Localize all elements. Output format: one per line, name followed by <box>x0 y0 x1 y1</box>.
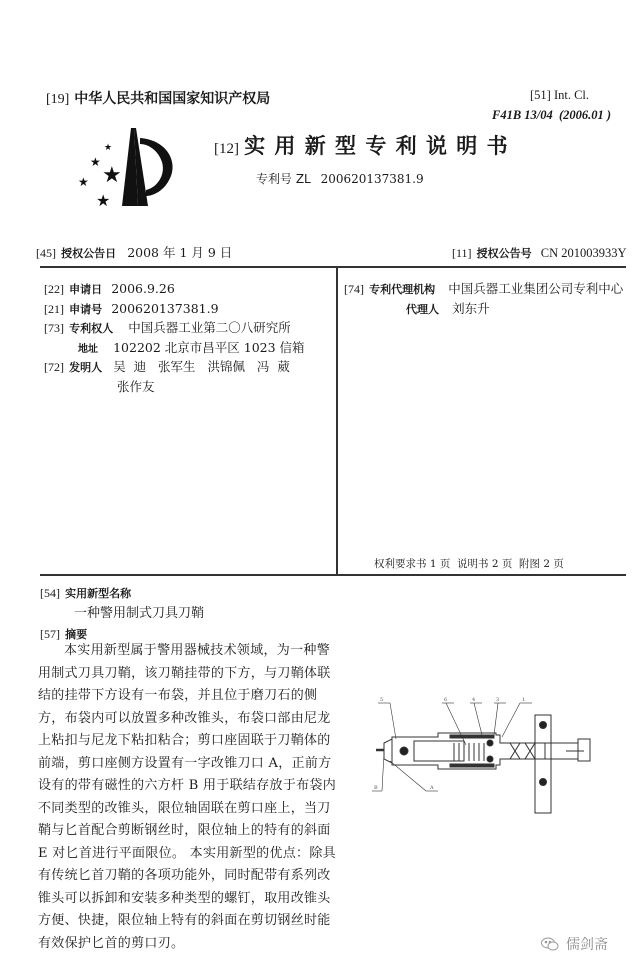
field-value: 中国兵器工业第二〇八研究所 <box>128 320 291 335</box>
title-section <box>40 582 131 601</box>
grant-date-line <box>36 242 232 261</box>
biblio-row-inventors <box>44 356 334 376</box>
field-code: [74] <box>344 282 364 296</box>
grant-date: 2008 年 1 月 9 日 <box>127 245 233 260</box>
abstract-body <box>38 640 338 955</box>
grant-no-code: [11] <box>452 246 472 260</box>
office-header <box>46 88 270 108</box>
grant-date-code: [45] <box>36 246 56 260</box>
abstract-code: [57] <box>40 627 60 641</box>
office-name: 中华人民共和国国家知识产权局 <box>74 91 271 107</box>
field-code: [72] <box>44 360 64 374</box>
doc-type-title: 实 用 新 型 专 利 说 明 书 <box>244 134 509 158</box>
biblio-row-application-no <box>44 298 334 318</box>
biblio-row-filing-date <box>44 278 334 298</box>
abstract-line: 方便、快捷，限位轴上特有的斜面在剪切钢丝时能 <box>38 913 331 928</box>
biblio-right <box>344 278 634 318</box>
cnipa-logo-icon <box>76 124 186 214</box>
field-value: 200620137381.9 <box>111 300 219 316</box>
title-label: 实用新型名称 <box>65 587 132 600</box>
watermark-text: 儒剑斋 <box>566 937 608 953</box>
field-label: 申请日 <box>69 283 103 296</box>
biblio-row-inventors-cont <box>44 376 334 396</box>
field-label: 代理人 <box>406 303 439 316</box>
grant-date-label: 授权公告日 <box>61 247 117 260</box>
grant-no-label: 授权公告号 <box>476 247 532 260</box>
abstract-line: 有效保护匕首的剪口刃。 <box>38 935 185 951</box>
field-value: 张作友 <box>117 378 155 394</box>
biblio-row-agent <box>344 298 634 318</box>
abstract-line: 上粘扣与尼龙下粘扣粘合；剪口座固联于刀鞘体的 <box>38 733 331 748</box>
patent-number-line <box>256 170 424 187</box>
field-value: 2006.9.26 <box>111 281 175 296</box>
biblio-row-address <box>44 337 334 357</box>
int-cl-label: Int. Cl. <box>553 88 590 102</box>
svg-text:A: A <box>430 785 434 791</box>
divider-bottom <box>40 574 626 576</box>
technical-drawing <box>370 695 600 815</box>
field-label: 专利权人 <box>69 322 114 335</box>
abstract-line: 锥头可以拆卸和安装多种类型的螺钉，取用改锥头 <box>38 890 331 906</box>
title-code: [54] <box>40 586 60 600</box>
field-code: [21] <box>44 301 64 316</box>
biblio-row-agency <box>344 278 634 298</box>
field-label: 地址 <box>78 343 98 355</box>
abstract-line: 前端，剪口座侧方设置有一字改锥刀口 A，正前方 <box>38 755 332 771</box>
biblio-left <box>44 278 334 395</box>
abstract-line: 方，布袋内可以放置多种改锥头，布袋口部由尼龙 <box>38 710 331 726</box>
page-counts: 权利要求书 1 页 说明书 2 页 附图 2 页 <box>374 558 564 570</box>
divider-top <box>40 266 626 268</box>
abstract-line: E 对匕首进行平面限位。 本实用新型的优点：除具 <box>38 845 336 861</box>
svg-text:★: ★ <box>90 155 101 169</box>
field-label: 申请号 <box>69 302 103 316</box>
svg-text:B: B <box>374 785 378 791</box>
utility-model-title: 一种警用制式刀具刀鞘 <box>74 606 205 621</box>
svg-text:★: ★ <box>78 175 89 189</box>
field-value: 102202 北京市昌平区 1023 信箱 <box>113 339 305 355</box>
svg-text:3: 3 <box>496 697 500 703</box>
field-value: 吴 迪 张军生 洪锦佩 冯 葳 <box>113 359 290 374</box>
office-code: [19] <box>46 92 70 107</box>
patent-no: 200620137381.9 <box>320 172 424 186</box>
field-label: 发明人 <box>69 361 103 374</box>
svg-text:★: ★ <box>96 191 111 210</box>
divider-vertical <box>336 267 338 575</box>
patent-no-label: 专利号 ZL <box>256 172 311 186</box>
abstract-line: 鞘与匕首配合剪断钢丝时，限位轴上的特有的斜面 <box>38 823 331 838</box>
field-code: [73] <box>44 321 64 335</box>
document-type <box>214 130 509 160</box>
biblio-row-patentee <box>44 317 334 337</box>
field-label: 专利代理机构 <box>369 283 436 296</box>
wechat-icon <box>540 936 560 952</box>
field-value: 刘东升 <box>452 301 490 316</box>
grant-no: CN 201003933Y <box>540 246 627 260</box>
svg-text:★: ★ <box>102 163 122 188</box>
abstract-label: 摘要 <box>65 628 88 641</box>
svg-text:6: 6 <box>444 697 448 703</box>
grant-number-line <box>452 242 627 261</box>
field-value: 中国兵器工业集团公司专利中心 <box>448 281 624 296</box>
abstract-line: 结的挂带下方设有一布袋，并且位于磨刀石的侧 <box>38 688 318 703</box>
watermark <box>540 934 608 954</box>
svg-text:4: 4 <box>472 697 476 703</box>
abstract-line: 不同类型的改锥头，限位轴固联在剪口座上，当刀 <box>38 800 331 816</box>
doc-type-code: [12] <box>214 141 239 157</box>
int-cl-code: [51] <box>530 88 551 102</box>
field-code: [22] <box>44 282 64 296</box>
int-cl-value: F41B 13/04 (2006.01 ) <box>492 108 612 122</box>
svg-text:1: 1 <box>522 697 526 703</box>
abstract-line: 有传统匕首刀鞘的各项功能外，同时配带有系列改 <box>38 868 331 883</box>
abstract-line: 设有的带有磁性的六方杆 B 用于联结存放于布袋内 <box>38 778 337 793</box>
abstract-line: 本实用新型属于警用器械技术领域，为一种警 <box>64 643 331 658</box>
svg-text:5: 5 <box>380 697 384 703</box>
int-cl <box>530 88 589 103</box>
abstract-line: 用制式刀具刀鞘，该刀鞘挂带的下方，与刀鞘体联 <box>38 665 331 681</box>
svg-text:★: ★ <box>104 143 113 153</box>
